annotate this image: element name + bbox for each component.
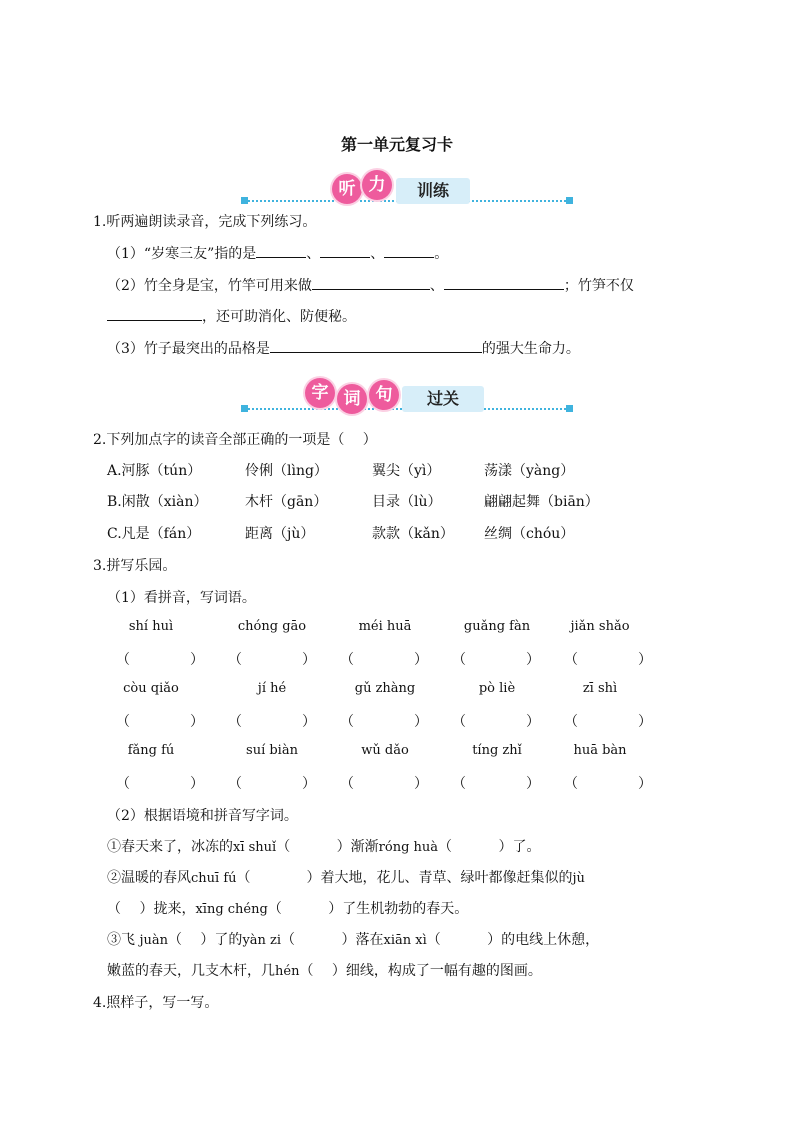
context-line — [107, 961, 542, 982]
paren-left: （ — [228, 714, 242, 730]
paren-right: ） — [302, 652, 316, 668]
answer-blank[interactable] — [312, 275, 430, 290]
line-text: ；竹笋不仅 — [563, 278, 634, 294]
pinyin-prompt: tíng zhǐ — [472, 743, 522, 758]
line-text: ①春天来了，冰冻的 — [107, 839, 233, 855]
pinyin-text: xī shuǐ — [233, 840, 277, 855]
answer-blank[interactable] — [384, 243, 434, 258]
section-tab-label: 训练 — [396, 178, 470, 204]
answer-blank[interactable] — [444, 275, 564, 290]
line-text: （1）“岁寒三友”指的是 — [107, 246, 257, 262]
answer-blank[interactable] — [107, 306, 202, 321]
context-line — [107, 837, 540, 858]
line-text: （2）竹全身是宝，竹竿可用来做 — [107, 278, 312, 294]
line-text: 、 — [429, 278, 444, 294]
choice-word: 翩翩起舞（biān） — [484, 494, 599, 510]
decor-square-right — [566, 405, 573, 412]
pinyin-text: xiān xì — [383, 933, 427, 948]
paren-left: （ — [340, 714, 354, 730]
decor-square-left — [241, 197, 248, 204]
pinyin-text: juàn — [139, 933, 168, 948]
pinyin-text: hén — [275, 964, 300, 979]
pinyin-prompt: wǔ dǎo — [361, 743, 409, 758]
pinyin-text: xīng chéng — [195, 902, 268, 917]
answer-paren[interactable]: （ ）的电线上休憩， — [426, 932, 600, 948]
line-text: （3）竹子最突出的品格是 — [107, 341, 270, 357]
answer-paren[interactable]: （ ）了。 — [438, 839, 541, 855]
section-badge-char: 听 — [332, 174, 362, 204]
paren-right: ） — [190, 776, 204, 792]
section-badge-char: 字 — [305, 378, 335, 408]
pinyin-prompt: zī shì — [582, 681, 618, 696]
paren-right: ） — [638, 776, 652, 792]
section-badge-char: 词 — [337, 384, 367, 414]
context-line — [107, 899, 468, 920]
paren-right: ） — [638, 714, 652, 730]
pinyin-prompt: guǎng fàn — [463, 619, 531, 634]
section-badge-char: 句 — [369, 380, 399, 410]
context-line — [107, 868, 585, 889]
section-badge-char: 力 — [362, 170, 392, 200]
pinyin-prompt: jiǎn shǎo — [570, 619, 630, 634]
choice-word: 距离（jù） — [245, 526, 315, 542]
section-tab-label: 过关 — [402, 386, 484, 412]
choice-option[interactable]: C.凡是（fán） — [107, 526, 201, 542]
paren-left: （ — [452, 776, 466, 792]
context-line — [107, 930, 599, 951]
paren-left: （ — [116, 652, 130, 668]
line-text: 的强大生命力。 — [481, 341, 580, 357]
answer-paren[interactable]: （ ）拢来， — [107, 901, 196, 917]
pinyin-prompt: fǎng fú — [127, 743, 175, 758]
decor-square-left — [241, 405, 248, 412]
pinyin-prompt: còu qiǎo — [123, 681, 179, 696]
answer-paren[interactable]: （ ）了生机勃勃的春天。 — [267, 901, 469, 917]
choice-word: 荡漾（yàng） — [484, 463, 575, 479]
pinyin-text: chuī fú — [191, 871, 237, 886]
paren-left: （ — [116, 776, 130, 792]
paren-right: ） — [526, 776, 540, 792]
answer-paren[interactable]: （ ）渐渐 — [276, 839, 379, 855]
question-line — [107, 306, 356, 327]
answer-blank[interactable] — [270, 338, 482, 353]
paren-left: （ — [116, 714, 130, 730]
paren-left: （ — [340, 776, 354, 792]
choice-word: 目录（lù） — [372, 494, 442, 510]
pinyin-prompt: suí biàn — [246, 743, 298, 758]
answer-paren[interactable]: （ ）了的 — [167, 932, 243, 948]
sub-question: （2）根据语境和拼音写字词。 — [107, 808, 298, 824]
question-stem: 2.下列加点字的读音全部正确的一项是（ ） — [93, 432, 377, 448]
paren-right: ） — [414, 652, 428, 668]
paren-right: ） — [190, 652, 204, 668]
line-text: ③飞 — [107, 932, 140, 948]
paren-left: （ — [228, 652, 242, 668]
line-text: ②温暖的春风 — [107, 870, 191, 886]
choice-word: 伶俐（lìng） — [245, 463, 328, 479]
pinyin-prompt: jí hé — [257, 681, 287, 696]
choice-option[interactable]: B.闲散（xiàn） — [107, 494, 208, 510]
paren-right: ） — [414, 776, 428, 792]
paren-right: ） — [414, 714, 428, 730]
pinyin-prompt: pò liè — [478, 681, 516, 696]
line-text: ，还可助消化、防便秘。 — [202, 309, 356, 325]
pinyin-prompt: chóng gāo — [237, 619, 307, 634]
question-line — [107, 275, 634, 296]
answer-paren[interactable]: （ ）落在 — [281, 932, 384, 948]
pinyin-prompt: gǔ zhàng — [354, 681, 416, 696]
pinyin-prompt: méi huā — [358, 619, 412, 634]
paren-left: （ — [564, 776, 578, 792]
answer-paren[interactable]: （ ）细线，构成了一幅有趣的图画。 — [299, 963, 542, 979]
paren-right: ） — [190, 714, 204, 730]
pinyin-text: jù — [572, 871, 585, 886]
answer-blank[interactable] — [256, 243, 306, 258]
answer-paren[interactable]: （ ）着大地，花儿、青草、绿叶都像赶集似的 — [236, 870, 573, 886]
choice-option[interactable]: A.河豚（tún） — [107, 463, 202, 479]
paren-left: （ — [340, 652, 354, 668]
pinyin-text: yàn zi — [242, 933, 282, 948]
question-stem: 3.拼写乐园。 — [93, 558, 177, 574]
paren-right: ） — [526, 652, 540, 668]
decor-square-right — [566, 197, 573, 204]
line-text: 。 — [434, 246, 449, 262]
pinyin-prompt: shí huì — [128, 619, 174, 634]
paren-left: （ — [452, 652, 466, 668]
page-title: 第一单元复习卡 — [340, 135, 453, 154]
question-stem: 1.听两遍朗读录音，完成下列练习。 — [93, 214, 317, 230]
paren-right: ） — [302, 714, 316, 730]
answer-blank[interactable] — [320, 243, 370, 258]
pinyin-text: róng huà — [378, 840, 439, 855]
question-line — [107, 338, 580, 359]
paren-left: （ — [564, 652, 578, 668]
paren-right: ） — [526, 714, 540, 730]
question-stem: 4.照样子，写一写。 — [93, 995, 219, 1011]
paren-right: ） — [302, 776, 316, 792]
paren-left: （ — [452, 714, 466, 730]
question-line — [107, 243, 448, 264]
choice-word: 木杆（gān） — [245, 494, 328, 510]
line-text: 、 — [370, 246, 385, 262]
pinyin-prompt: huā bàn — [573, 743, 627, 758]
paren-left: （ — [564, 714, 578, 730]
paren-left: （ — [228, 776, 242, 792]
line-text: 、 — [306, 246, 321, 262]
line-text: 嫩蓝的春天，几支木杆，几 — [107, 963, 275, 979]
choice-word: 翼尖（yì） — [372, 463, 441, 479]
choice-word: 丝绸（chóu） — [484, 526, 575, 542]
choice-word: 款款（kǎn） — [372, 526, 454, 542]
paren-right: ） — [638, 652, 652, 668]
sub-question: （1）看拼音，写词语。 — [107, 590, 256, 606]
